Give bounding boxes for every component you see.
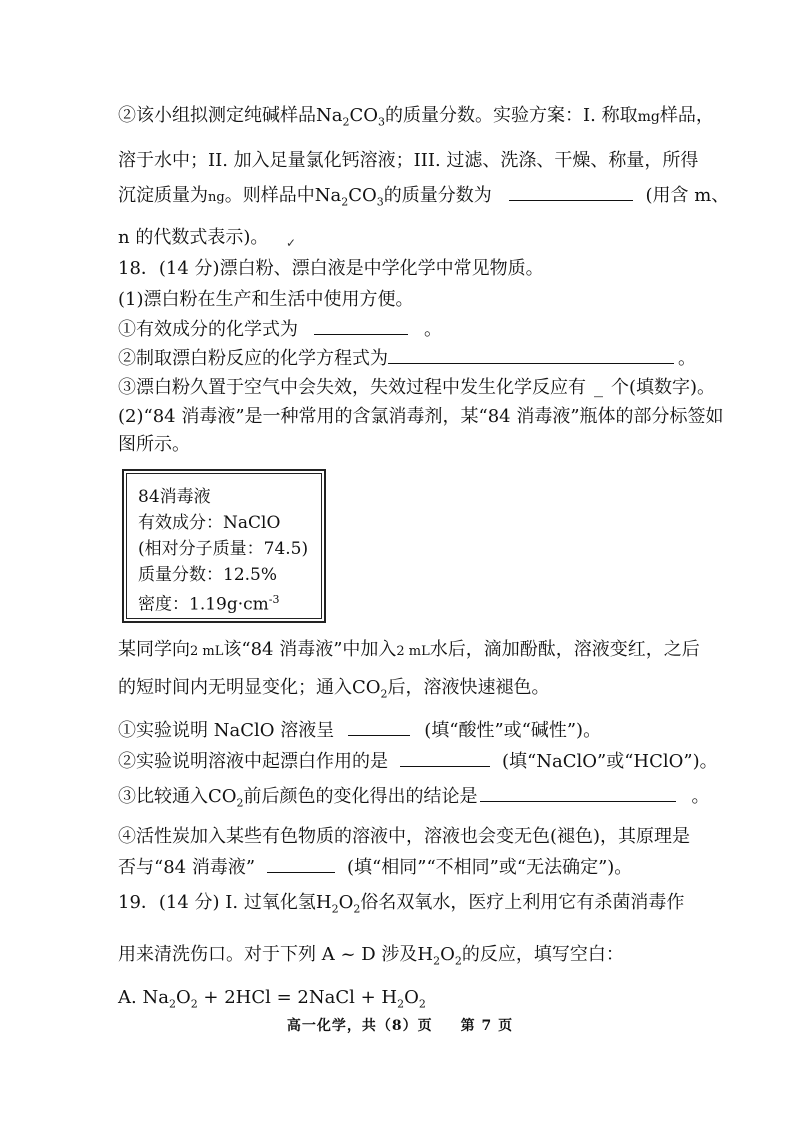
text: 后，溶液快速褪色。: [387, 677, 550, 698]
text: 。则样品中: [224, 185, 315, 206]
text: 该“84 消毒液”中加入: [223, 639, 397, 660]
subscript: 3: [378, 115, 386, 129]
volume: 2 mL: [396, 644, 430, 659]
q18-question-1: [118, 717, 601, 744]
answer-blank[interactable]: [480, 783, 676, 802]
q19-equation-a: [118, 985, 426, 1018]
q18-question-4-line1: ④活性炭加入某些有色物质的溶液中，溶液也会变无色(褪色)，其原理是: [118, 826, 691, 847]
formula: CO: [352, 677, 381, 698]
text: + 2HCl = 2NaCl + H: [197, 987, 398, 1008]
formula: O: [440, 944, 455, 965]
formula: CO: [348, 185, 377, 206]
product-label-box: [122, 469, 326, 623]
text: ②制取漂白粉反应的化学方程式为: [118, 348, 388, 369]
subscript: 2: [353, 902, 361, 916]
subscript: 2: [236, 796, 244, 810]
formula: Na: [314, 185, 342, 206]
answer-blank[interactable]: [314, 316, 408, 335]
text: (填“相同”“不相同”或“无法确定”)。: [347, 857, 633, 878]
q17-line-3: [118, 182, 729, 216]
formula: O: [338, 892, 354, 913]
answer-blank[interactable]: [267, 854, 335, 873]
superscript: -3: [268, 593, 280, 606]
q17-line-4: n 的代数式表示)。: [118, 227, 269, 248]
text: 前后颜色的变化得出的结论是: [243, 786, 478, 807]
q18-sub3: [118, 375, 715, 401]
text: ②实验说明溶液中起漂白作用的是: [118, 751, 388, 772]
text: 的反应，填写空白：: [461, 944, 624, 965]
text: 否与“84 消毒液”: [118, 857, 256, 878]
text: 。: [424, 319, 442, 340]
text: O: [175, 987, 191, 1008]
q18-question-2: [118, 748, 718, 775]
q19-line-2: [118, 942, 624, 975]
label-title: 84消毒液: [138, 487, 211, 507]
subscript: 2: [380, 687, 388, 701]
answer-blank[interactable]: [509, 182, 633, 201]
answer-blank[interactable]: [388, 345, 674, 364]
q18-title: 18．(14 分)漂白粉、漂白液是中学化学中常见物质。: [118, 258, 544, 279]
subscript: 3: [376, 195, 384, 209]
experiment-line-1: [118, 637, 700, 665]
text: 的短时间内无明显变化；通入: [118, 677, 352, 698]
text: A. Na: [118, 987, 169, 1008]
answer-blank[interactable]: [348, 717, 410, 736]
text: ①实验说明 NaClO 溶液呈: [118, 720, 335, 741]
subscript: 2: [454, 954, 462, 968]
variable: ng: [208, 190, 225, 205]
formula: CO: [349, 105, 379, 126]
answer-blank[interactable]: [400, 748, 490, 767]
q18-sub2: [118, 345, 696, 372]
text: 俗名双氧水，医疗上利用它有杀菌消毒作: [360, 892, 685, 913]
q18-question-4-line2: [118, 854, 632, 881]
label-molar-mass: (相对分子质量：74.5): [138, 539, 309, 559]
text: 某同学向: [118, 639, 190, 660]
text: (用含 m、: [645, 185, 730, 206]
q17-line-1: [118, 103, 714, 136]
q19-line-1: [118, 890, 684, 923]
text: 沉淀质量为: [118, 185, 208, 206]
text: ②该小组拟测定纯碱样品: [118, 105, 316, 126]
subscript: 2: [341, 195, 349, 209]
text: 的质量分数为: [383, 185, 492, 206]
text: 。: [678, 348, 696, 369]
subscript: 2: [433, 954, 441, 968]
text: 。: [691, 786, 710, 807]
text: 样品，: [659, 105, 714, 126]
label-density: [138, 588, 280, 617]
blank-mark: _: [594, 377, 603, 398]
subscript: 2: [331, 902, 339, 916]
q18-part1: (1)漂白粉在生产和生活中使用方便。: [118, 289, 414, 310]
subscript: 2: [418, 997, 426, 1011]
q18-question-3: [118, 783, 710, 817]
q18-sub1: [118, 316, 442, 343]
check-mark: ✓: [286, 236, 297, 250]
subscript: 2: [190, 997, 198, 1011]
label-mass-fraction: 质量分数：12.5%: [138, 565, 278, 585]
label-active-ingredient: 有效成分：NaClO: [138, 513, 281, 533]
text: ③漂白粉久置于空气中会失效，失效过程中发生化学反应有: [118, 377, 586, 398]
text: 水后，滴加酚酞，溶液变红，之后: [429, 639, 700, 660]
q18-part2-line1: (2)“84 消毒液”是一种常用的含氯消毒剂，某“84 消毒液”瓶体的部分标签如: [118, 406, 724, 427]
subscript: 2: [342, 115, 350, 129]
experiment-line-2: [118, 675, 550, 708]
formula: H: [417, 944, 434, 965]
formula: Na: [316, 105, 343, 126]
formula: H: [315, 892, 332, 913]
q17-line-2: 溶于水中；II. 加入足量氯化钙溶液；III. 过滤、洗涤、干燥、称量，所得: [118, 150, 699, 171]
text: (填“NaClO”或“HClO”)。: [502, 751, 718, 772]
formula: CO: [208, 786, 237, 807]
text: 用来清洗伤口。对于下列 A ~ D 涉及: [118, 944, 418, 965]
subscript: 2: [397, 997, 405, 1011]
text: ③比较通入: [118, 786, 208, 807]
text: 19．(14 分) I. 过氧化氢: [118, 892, 316, 913]
text: ①有效成分的化学式为: [118, 319, 298, 340]
variable: mg: [637, 109, 660, 125]
footer-course-pages: 高一化学，共（8）页: [286, 1018, 433, 1034]
footer-page-number: 第 7 页: [460, 1018, 514, 1034]
text: (填“酸性”或“碱性”)。: [424, 720, 602, 741]
text: 的质量分数。实验方案：I. 称取: [385, 105, 638, 126]
text: O: [404, 987, 419, 1008]
page-footer: [0, 1015, 800, 1035]
subscript: 2: [168, 997, 176, 1011]
volume: 2 mL: [190, 644, 224, 659]
text: 个(填数字)。: [611, 377, 716, 398]
text: 密度：1.19g·cm: [138, 594, 269, 615]
q18-part2-line2: 图所示。: [118, 434, 190, 455]
